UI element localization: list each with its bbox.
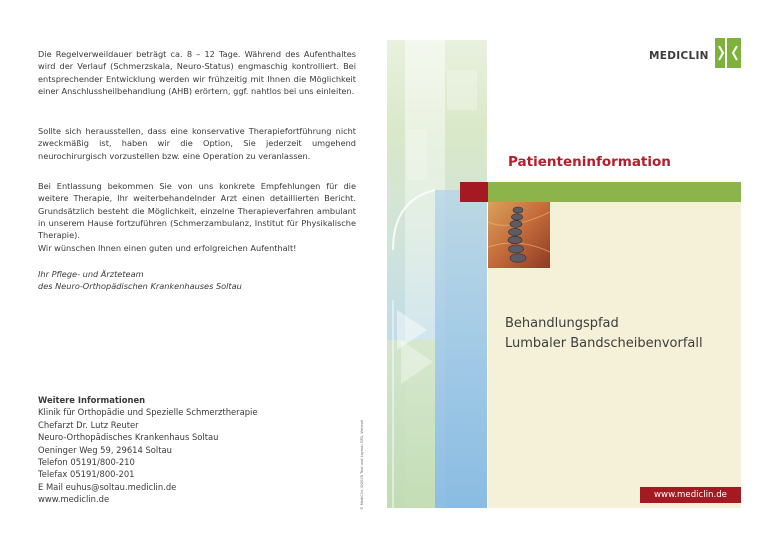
contact-block	[38, 394, 338, 506]
contact-line-phone: Telefon 05191/800-210	[38, 457, 135, 468]
contact-line-chief: Chefarzt Dr. Lutz Reuter	[38, 419, 139, 430]
print-credit: © MediClin, 8/2005 Text und Layout: DFA, Weinsel	[360, 419, 364, 510]
logo-text: MEDICLIN	[649, 50, 709, 62]
contact-line-email[interactable]: E Mail euhus@soltau.mediclin.de	[38, 481, 177, 492]
brochure-title-line-2: Lumbaler Bandscheibenvorfall	[505, 336, 703, 351]
patient-information-label: Patienteninformation	[508, 154, 671, 170]
contact-line-web[interactable]: www.mediclin.de	[38, 494, 110, 505]
website-link[interactable]: www.mediclin.de	[640, 487, 741, 503]
contact-line-fax: Telefax 05191/800-201	[38, 469, 135, 480]
contact-line-clinic: Klinik für Orthopädie und Spezielle Schmerztherapie	[38, 407, 258, 418]
paragraph-discharge: Bei Entlassung bekommen Sie von uns konkrete Empfehlungen für die weitere Therapie, Ihr weiterbehandelnder Arzt einen detaillierten Bericht. Grundsätzlich besteht die Möglichkeit, einzelne Therapieverfahren ambulant in unserem Hause fortzuführen (Schmerzambulanz, Institut für Physikalische Therapie).	[38, 181, 356, 241]
contact-heading: Weitere Informationen	[38, 395, 146, 405]
paragraph-stay-duration: Die Regelverweildauer beträgt ca. 8 – 12 Tage. Während des Aufenthaltes wird der Verlauf (Schmerzskala, Neuro-Status) engmaschig kontrolliert. Bei entsprechender Entwicklung werden wir frühzeitig mit Ihnen die Möglichkeit einer Anschlussheilbehandlung (AHB) erörtern, ggf. nahtlos bei uns einleiten.	[38, 49, 356, 96]
decorative-band	[387, 40, 487, 508]
contact-line-hospital: Neuro-Orthopädisches Krankenhaus Soltau	[38, 432, 219, 443]
signature-line-2: des Neuro-Orthopädischen Krankenhauses Soltau	[38, 281, 242, 292]
green-accent-bar	[488, 182, 741, 202]
mediclin-logo	[649, 38, 741, 68]
contact-line-address: Oeninger Weg 59, 29614 Soltau	[38, 444, 172, 455]
signature-line-1: Ihr Pflege- und Ärzteteam	[38, 269, 144, 279]
spine-image	[488, 202, 550, 268]
paragraph-wishes: Wir wünschen Ihnen einen guten und erfolgreichen Aufenthalt!	[38, 243, 297, 253]
brochure-title	[505, 314, 703, 354]
mediclin-mark-icon	[715, 38, 741, 68]
brochure-title-line-1: Behandlungspfad	[505, 316, 619, 331]
signature	[38, 268, 356, 293]
paragraph-surgery-option: Sollte sich herausstellen, dass eine konservative Therapiefortführung nicht zweckmäßig ist, haben wir die Option, Sie jederzeit umgehend neurochirurgisch vorzustellen bzw. eine Operation zu veranlassen.	[38, 126, 356, 161]
red-accent-square	[460, 182, 488, 202]
